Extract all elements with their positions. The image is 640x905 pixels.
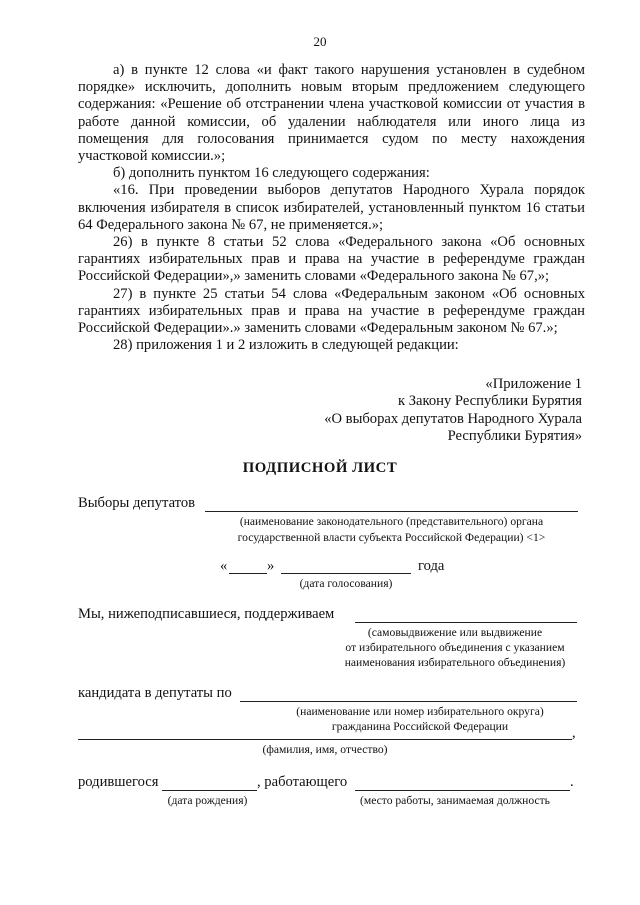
date-hint: (дата голосования) — [299, 577, 393, 590]
month-line[interactable] — [281, 573, 411, 574]
organ-hint-1: (наименование законодательного (представительного) органа — [239, 515, 544, 528]
nomination-line[interactable] — [355, 622, 577, 623]
appendix-line-2: к Закону Республики Бурятия — [397, 393, 582, 410]
work-hint: (место работы, занимаемая должность — [360, 794, 550, 807]
district-line[interactable] — [240, 701, 577, 702]
day-line[interactable] — [229, 573, 267, 574]
appendix-header — [324, 376, 582, 446]
district-hint-2: гражданина Российской Федерации — [331, 720, 509, 733]
body-text — [78, 62, 585, 354]
nomination-hint-2: от избирательного объединения с указанием — [345, 641, 565, 654]
paragraph-b: б) дополнить пунктом 16 следующего содержания: — [113, 165, 430, 182]
page-number: 20 — [313, 34, 327, 49]
paragraph-26: 26) в пункте 8 статьи 52 слова «Федерального закона «Об основных гарантиях избирательных прав и права на участие в референдуме граждан Российской Федерации»,» заменить словами «Федерального закона № 67,»; — [78, 234, 585, 285]
form-title: ПОДПИСНОЙ ЛИСТ — [242, 460, 398, 476]
birth-hint: (дата рождения) — [167, 794, 248, 807]
candidate-label: кандидата в депутаты по — [78, 685, 232, 701]
district-hint-1: (наименование или номер избирательного округа) — [296, 705, 544, 718]
paragraph-16: «16. При проведении выборов депутатов Народного Хурала порядок включения избирателя в список избирателей, установленный пунктом 16 статьи 64 Федерального закона № 67, не применяется.»; — [78, 182, 585, 233]
birth-date-line[interactable] — [162, 790, 257, 791]
born-label: родившегося — [78, 774, 159, 790]
appendix-line-3: «О выборах депутатов Народного Хурала — [324, 410, 582, 427]
paragraph-27: 27) в пункте 25 статьи 54 слова «Федеральным законом «Об основных гарантиях избирательных прав и права на участие в референдуме граждан Российской Федерации».» заменить словами «Федеральным законом № 67.»; — [78, 285, 585, 337]
workplace-line-dot: . — [570, 774, 574, 790]
organ-name-line[interactable] — [205, 511, 578, 512]
date-open-quote: « — [220, 558, 228, 574]
organ-hint-2: государственной власти субъекта Российской Федерации) <1> — [237, 531, 546, 544]
appendix-line-1: «Приложение 1 — [485, 376, 582, 392]
paragraph-28: 28) приложения 1 и 2 изложить в следующей редакции: — [113, 337, 459, 354]
fio-hint: (фамилия, имя, отчество) — [262, 743, 388, 756]
fio-line-comma: , — [572, 725, 576, 741]
year-label: года — [418, 558, 445, 574]
appendix-line-4: Республики Бурятия» — [447, 428, 582, 445]
working-label: , работающего — [257, 774, 348, 790]
nomination-hint-1: (самовыдвижение или выдвижение — [367, 626, 543, 639]
elections-label: Выборы депутатов — [78, 495, 196, 511]
paragraph-a: а) в пункте 12 слова «и факт такого нарушения установлен в судебном порядке» исключить, дополнить новым вторым предложением следующего содержания: «Решение об отстранении члена участковой комиссии от участия в работе данной комиссии, об удалении наблюдателя или иного лица из помещения для голосования принимается судом по месту нахождения участковой комиссии.»; — [78, 62, 585, 165]
date-close-quote: » — [267, 558, 275, 574]
nomination-hint-3: наименования избирательного объединения) — [344, 656, 566, 669]
workplace-line[interactable] — [355, 790, 570, 791]
support-label: Мы, нижеподписавшиеся, поддерживаем — [78, 606, 335, 622]
fio-line[interactable] — [78, 739, 572, 740]
